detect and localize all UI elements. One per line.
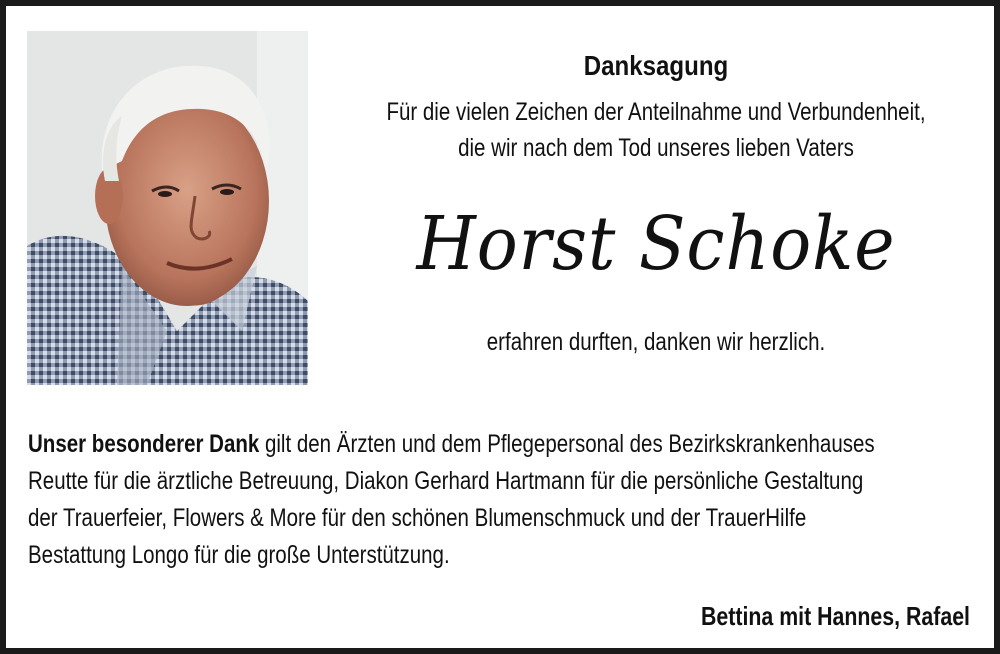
- body-line-1: [28, 426, 963, 463]
- body-line-4: Bestattung Longo für die große Unterstützung.: [28, 541, 450, 569]
- page-title: Danksagung: [583, 50, 729, 81]
- portrait-photo: [27, 31, 308, 385]
- deceased-name: Horst Schoke: [416, 201, 896, 287]
- body-line-2: Reutte für die ärztliche Betreuung, Diakon Gerhard Hartmann für die persönliche Gestaltung: [28, 467, 864, 495]
- signature: Bettina mit Hannes, Rafael: [701, 601, 970, 631]
- body-line-3: der Trauerfeier, Flowers & More für den schönen Blumenschmuck und der TrauerHilfe: [28, 504, 807, 532]
- heading-block: [326, 46, 986, 166]
- body-line-1-rest: gilt den Ärzten und dem Pflegepersonal des Bezirkskrankenhauses: [259, 430, 875, 458]
- thanks-line: erfahren durften, danken wir herzlich.: [486, 328, 826, 356]
- body-bold-lead: Unser besonderer Dank: [28, 430, 260, 458]
- intro-line-2: die wir nach dem Tod unseres lieben Vaters: [458, 134, 854, 162]
- body-text: [28, 426, 963, 574]
- intro-line-1: Für die vielen Zeichen der Anteilnahme und Verbundenheit,: [386, 98, 926, 126]
- portrait-icon: [27, 31, 308, 385]
